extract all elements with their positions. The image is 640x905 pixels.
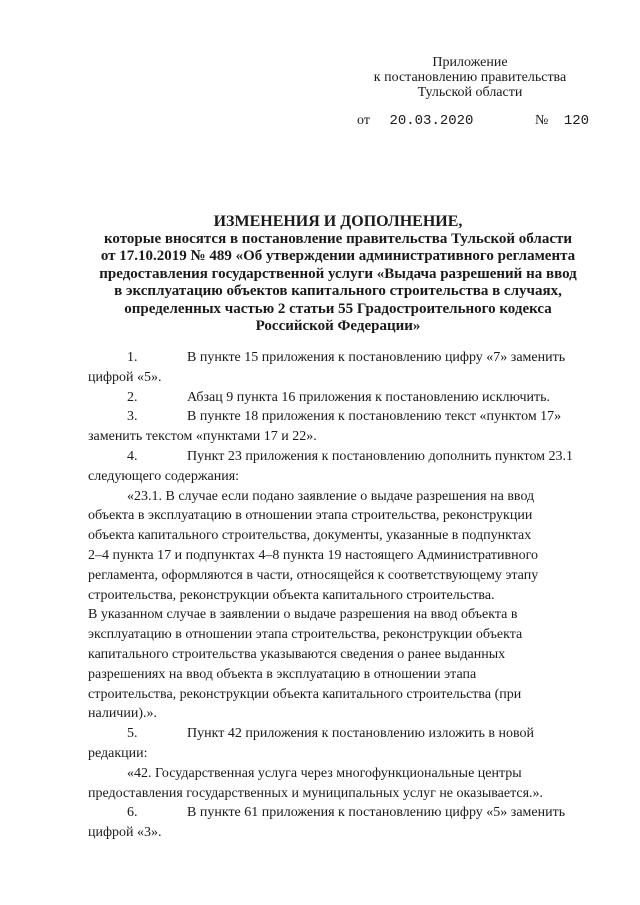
paragraph-line [88, 724, 598, 744]
quote-text: строительства, реконструкции объекта капитального строительства. [88, 587, 495, 603]
quote-text: разрешениях на ввод объекта в эксплуатацию в отношении этапа [88, 666, 477, 682]
quote-text: объекта капитального строительства, документы, указанные в подпунктах [88, 528, 532, 544]
from-label: от [357, 113, 370, 128]
paragraph-line [88, 744, 598, 764]
item-text: цифрой «3». [88, 825, 162, 841]
decree-number: 120 [563, 113, 590, 129]
document-body [88, 348, 598, 843]
item-text: заменить текстом «пунктами 17 и 22». [88, 429, 317, 445]
paragraph-line [88, 427, 598, 447]
item-text: В пункте 15 приложения к постановлению цифру «7» заменить [187, 350, 566, 365]
quote-line [88, 506, 598, 526]
paragraph-line [88, 388, 598, 408]
title-line: в эксплуатацию объектов капитального строительства в случаях, [114, 283, 562, 299]
item-number: 1. [127, 350, 138, 365]
paragraph-line [88, 348, 598, 368]
appendix-line: Приложение [432, 55, 508, 70]
quote-line [88, 645, 598, 665]
item-text: Абзац 9 пункта 16 приложения к постановлению исключить. [187, 389, 550, 405]
quote-text: «23.1. В случае если подано заявление о выдаче разрешения на ввод [127, 488, 535, 504]
appendix-header [340, 55, 600, 100]
item-text: Пункт 42 приложения к постановлению изложить в новой [187, 726, 534, 742]
item-number: 2. [127, 389, 138, 405]
quote-line [88, 625, 598, 645]
item-text: цифрой «5». [88, 369, 162, 385]
quote-text: 2–4 пункта 17 и подпунктах 4–8 пункта 19 настоящего Административного [88, 547, 538, 563]
quote-text: В указанном случае в заявлении о выдаче разрешения на ввод объекта в [88, 607, 518, 623]
quote-text: эксплуатацию в отношении этапа строительства, реконструкции объекта [88, 627, 523, 643]
number-label: № [534, 113, 549, 128]
appendix-line: к постановлению правительства [373, 70, 567, 85]
quote-line [88, 605, 598, 625]
title-line: ИЗМЕНЕНИЯ И ДОПОЛНЕНИЕ, [213, 213, 463, 230]
item-text: В пункте 18 приложения к постановлению текст «пунктом 17» [187, 409, 562, 425]
quote-line [88, 764, 598, 784]
appendix-line: Тульской области [417, 85, 523, 100]
quote-line [88, 704, 598, 724]
title-line: предоставления государственной услуги «Выдача разрешений на ввод [99, 265, 577, 282]
quote-text: «42. Государственная услуга через многофункциональные центры [127, 765, 522, 781]
item-text: редакции: [88, 745, 148, 761]
quote-text: наличии).». [88, 706, 157, 722]
document-title [78, 213, 598, 336]
quote-line [88, 526, 598, 546]
paragraph-line [88, 368, 598, 388]
item-number: 4. [127, 448, 138, 464]
quote-text: объекта в эксплуатацию в отношении этапа строительства, реконструкции [88, 508, 533, 524]
quote-line [88, 685, 598, 705]
paragraph-line [88, 803, 598, 823]
decree-date-number [357, 113, 589, 129]
item-text: Пункт 23 приложения к постановлению дополнить пунктом 23.1 [187, 448, 574, 464]
title-line: которые вносятся в постановление правительства Тульской области [103, 230, 573, 247]
quote-line [88, 487, 598, 507]
quote-line [88, 566, 598, 586]
item-number: 6. [127, 805, 138, 821]
paragraph-line [88, 823, 598, 843]
paragraph-line [88, 467, 598, 487]
quote-line [88, 546, 598, 566]
item-number: 3. [127, 409, 138, 425]
quote-text: предоставления государственных и муниципальных услуг не оказывается.». [88, 785, 544, 801]
item-text: следующего содержания: [88, 468, 240, 484]
item-text: В пункте 61 приложения к постановлению цифру «5» заменить [187, 805, 566, 821]
item-number: 5. [127, 726, 138, 742]
title-line: от 17.10.2019 № 489 «Об утверждении административного регламента [100, 248, 576, 264]
quote-text: капитального строительства указываются сведения о ранее выданных [88, 646, 506, 662]
quote-line [88, 784, 598, 804]
title-line: Российской Федерации» [255, 318, 421, 334]
title-line: определенных частью 2 статьи 55 Градостроительного кодекса [124, 300, 552, 317]
quote-line [88, 586, 598, 606]
paragraph-line [88, 447, 598, 467]
quote-text: регламента, оформляются в части, относящейся к соответствующему этапу [88, 567, 539, 583]
paragraph-line [88, 407, 598, 427]
quote-text: строительства, реконструкции объекта капитального строительства (при [88, 686, 522, 702]
decree-date: 20.03.2020 [389, 113, 474, 129]
quote-line [88, 665, 598, 685]
